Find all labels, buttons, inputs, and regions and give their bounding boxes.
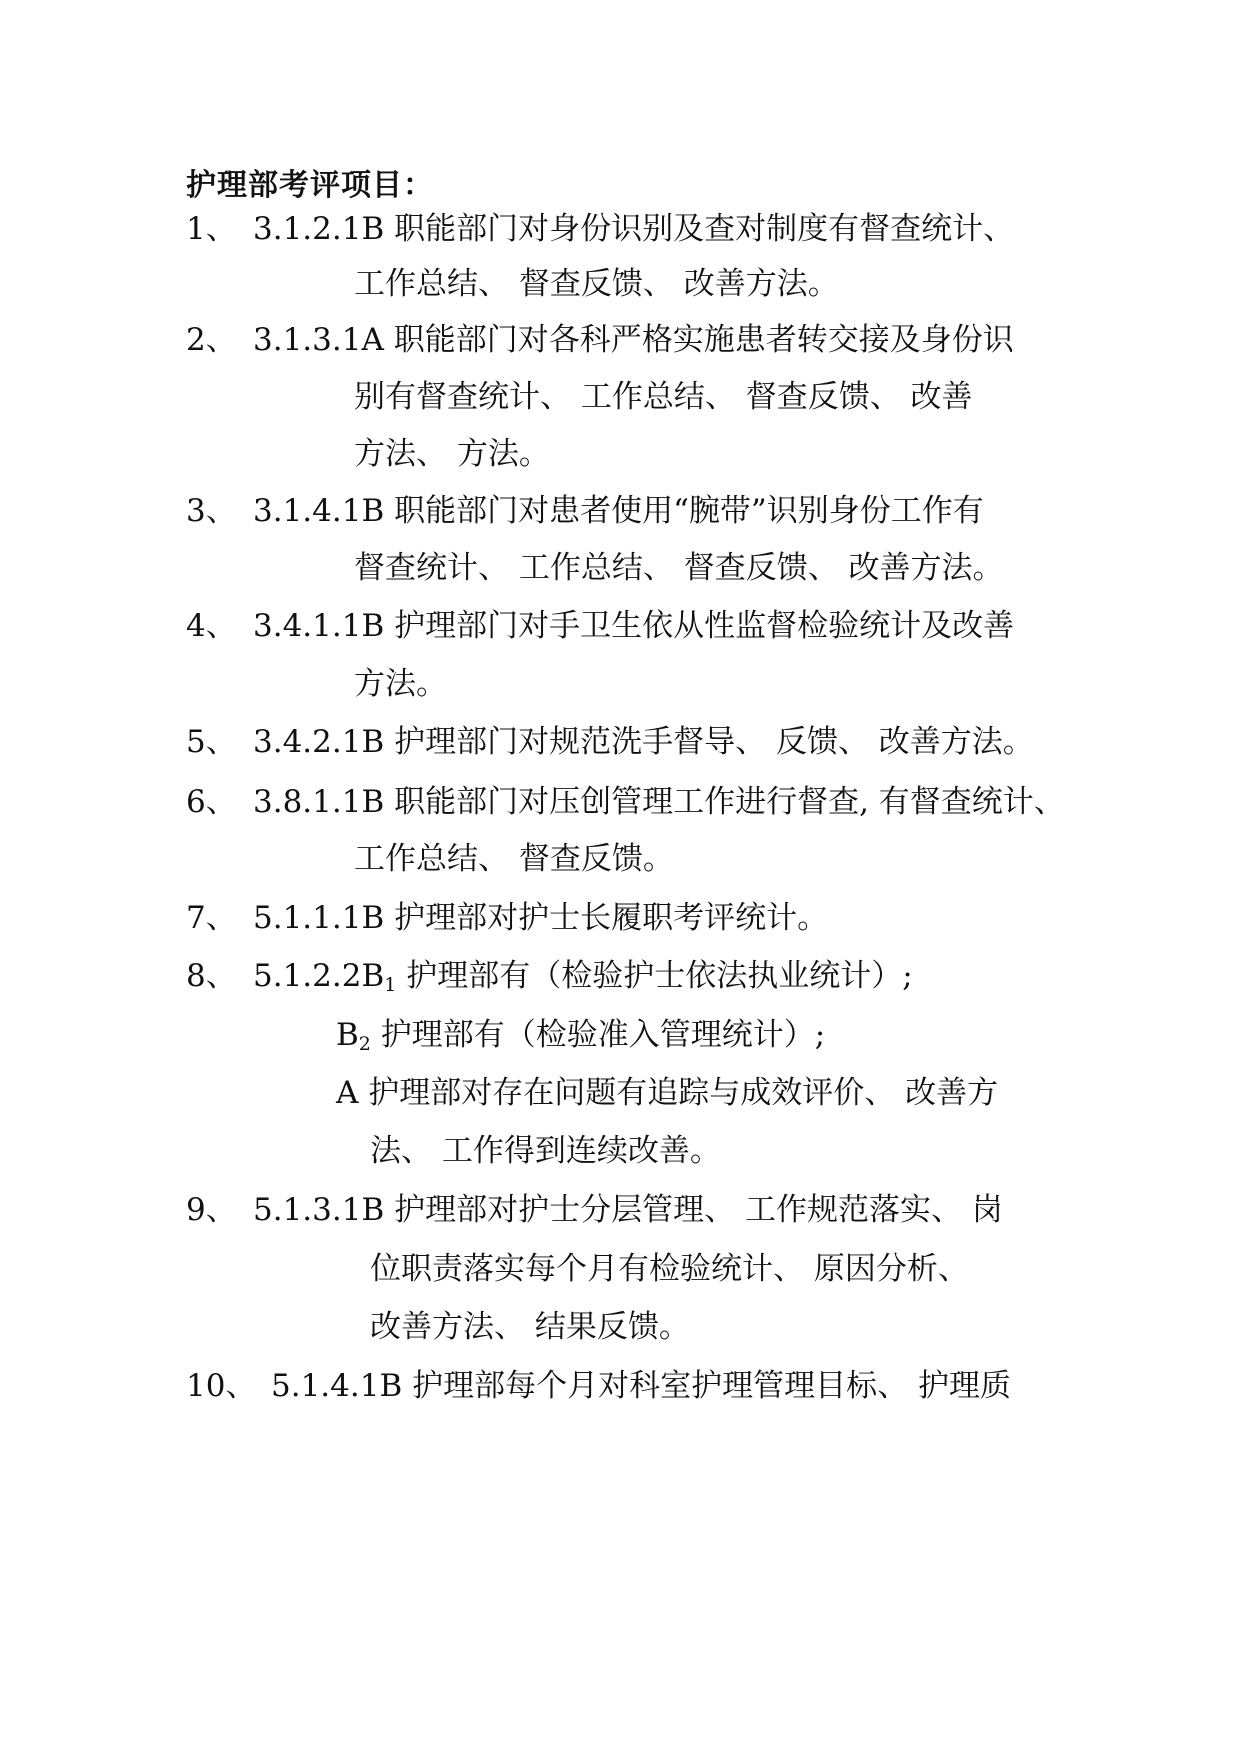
page-title: 护理部考评项目： [186,168,434,203]
item-5-number: 5、 [186,724,237,760]
item-8-number: 8、 [186,958,237,994]
item-8-line-2 [336,1015,825,1064]
item-8-line-1-subscript: 1 [384,974,397,996]
item-5-line-1: 3.4.2.1B 护理部门对规范洗手督导、 反馈、 改善方法。 [253,724,1034,760]
item-1-line-2: 工作总结、 督查反馈、 改善方法。 [354,266,839,302]
item-2-line-2: 别有督查统计、 工作总结、 督查反馈、 改善 [354,379,973,415]
item-6-line-2: 工作总结、 督查反馈。 [354,841,674,877]
item-3-line-1: 3.1.4.1B 职能部门对患者使用“腕带”识别身份工作有 [253,493,984,529]
item-9-line-3: 改善方法、 结果反馈。 [370,1309,690,1345]
item-6-number: 6、 [186,784,237,820]
item-9-line-2: 位职责落实每个月有检验统计、 原因分析、 [370,1251,969,1287]
item-8-line-2-code: B [336,1017,359,1053]
item-4-number: 4、 [186,608,237,644]
item-10-number: 10、 [186,1368,257,1404]
item-3-number: 3、 [186,493,237,529]
item-1-number: 1、 [186,211,237,247]
item-1-line-1: 3.1.2.1B 职能部门对身份识别及查对制度有督查统计、 [253,211,1015,247]
item-8-line-2-text: 护理部有（检验准入管理统计）; [370,1017,826,1053]
item-7-number: 7、 [186,900,237,936]
item-9-line-1: 5.1.3.1B 护理部对护士分层管理、 工作规范落实、 岗 [253,1192,1003,1228]
item-10-line-1: 5.1.4.1B 护理部每个月对科室护理管理目标、 护理质 [271,1368,1011,1404]
item-8-line-2-subscript: 2 [358,1033,371,1055]
item-8-line-1-code: 5.1.2.2B [253,958,385,994]
item-8-line-4: 法、 工作得到连续改善。 [370,1133,721,1169]
item-2-number: 2、 [186,322,237,358]
item-6-line-1: 3.8.1.1B 职能部门对压创管理工作进行督查, 有督查统计、 [253,784,1065,820]
item-8-line-1 [253,956,913,1005]
item-4-line-1: 3.4.1.1B 护理部门对手卫生依从性监督检验统计及改善 [253,608,1015,644]
item-4-line-2: 方法。 [354,666,447,702]
item-2-line-3: 方法、 方法。 [354,436,550,472]
item-8-line-1-text: 护理部有（检验护士依法执业统计）; [396,958,913,994]
item-3-line-2: 督查统计、 工作总结、 督查反馈、 改善方法。 [354,550,1004,586]
item-7-line-1: 5.1.1.1B 护理部对护士长履职考评统计。 [253,900,829,936]
item-8-line-3: A 护理部对存在问题有追踪与成效评价、 改善方 [336,1075,999,1111]
item-9-number: 9、 [186,1192,237,1228]
item-2-line-1: 3.1.3.1A 职能部门对各科严格实施患者转交接及身份识 [253,322,1014,358]
